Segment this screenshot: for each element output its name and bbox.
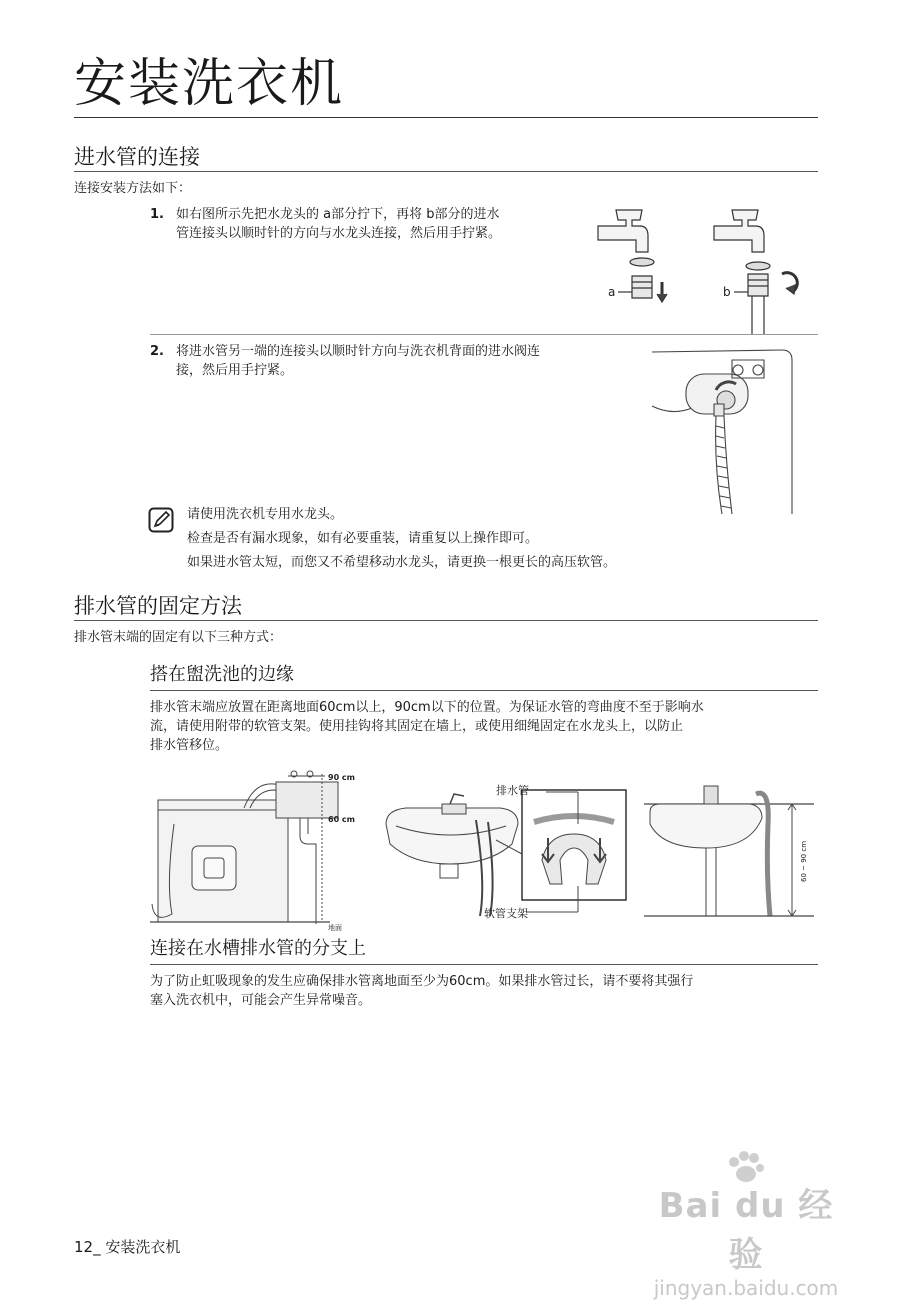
note-icon bbox=[148, 507, 174, 533]
step-number: 2. bbox=[150, 344, 164, 359]
note-line: 如果进水管太短，而您又不希望移动水龙头，请更换一根更长的高压软管。 bbox=[187, 555, 617, 570]
step-number: 1. bbox=[150, 207, 164, 222]
height-90-label: 90 cm bbox=[328, 773, 355, 782]
note-line: 检查是否有漏水现象，如有必要重装，请重复以上操作即可。 bbox=[187, 531, 539, 546]
sub-text-line: 塞入洗衣机中，可能会产生异常噪音。 bbox=[150, 993, 372, 1008]
note-line: 请使用洗衣机专用水龙头。 bbox=[187, 507, 344, 522]
section-rule bbox=[74, 171, 818, 172]
subheading-sink-edge: 搭在盥洗池的边缘 bbox=[150, 664, 294, 685]
hose-holder-label: 软管支架 bbox=[484, 907, 528, 920]
section-intro: 连接安装方法如下： bbox=[74, 181, 192, 196]
faucet-illustration bbox=[596, 196, 818, 334]
step-text-line: 将进水管另一端的连接头以顺时针方向与洗衣机背面的进水阀连 bbox=[176, 344, 541, 359]
section-heading-drain-hose: 排水管的固定方法 bbox=[74, 594, 242, 618]
step-text-line: 管连接头以顺时针的方向与水龙头连接，然后用手拧紧。 bbox=[176, 226, 502, 241]
sub-text-line: 排水管末端应放置在距离地面60cm以上，90cm以下的位置。为保证水管的弯曲度不至于影响水 bbox=[150, 700, 704, 715]
subsection-rule bbox=[150, 964, 818, 965]
range-label: 60 ~ 90 cm bbox=[800, 840, 808, 882]
floor-label: 地面 bbox=[328, 924, 342, 932]
watermark-brand: Bai du 经验 bbox=[658, 1186, 834, 1275]
height-60-label: 60 cm bbox=[328, 815, 355, 824]
title-rule bbox=[74, 117, 818, 118]
sub-text-line: 为了防止虹吸现象的发生应确保排水管离地面至少为60cm。如果排水管过长，请不要将其强行 bbox=[150, 974, 694, 989]
sub-text-line: 排水管移位。 bbox=[150, 738, 229, 753]
section-rule bbox=[74, 620, 818, 621]
section-heading-inlet-hose: 进水管的连接 bbox=[74, 145, 200, 169]
step-text-line: 如右图所示先把水龙头的 a部分拧下，再将 b部分的进水 bbox=[176, 207, 500, 222]
subheading-drain-branch: 连接在水槽排水管的分支上 bbox=[150, 938, 366, 959]
label-b: b bbox=[723, 285, 731, 299]
label-a: a bbox=[608, 285, 616, 299]
watermark bbox=[646, 1150, 846, 1300]
washer-back-illustration bbox=[652, 346, 820, 516]
section-intro: 排水管末端的固定有以下三种方式： bbox=[74, 630, 283, 645]
step-divider bbox=[150, 334, 818, 335]
page-footer: 12_ 安装洗衣机 bbox=[74, 1238, 181, 1256]
subsection-rule bbox=[150, 690, 818, 691]
step-text-line: 接，然后用手拧紧。 bbox=[176, 363, 294, 378]
drain-hose-label: 排水管 bbox=[496, 784, 529, 797]
sub-text-line: 流，请使用附带的软管支架。使用挂钩将其固定在墙上，或使用细绳固定在水龙头上，以防止 bbox=[150, 719, 684, 734]
watermark-url: jingyan.baidu.com bbox=[653, 1276, 839, 1300]
page-title: 安装洗衣机 bbox=[74, 54, 345, 114]
drain-hose-diagram bbox=[150, 764, 820, 932]
